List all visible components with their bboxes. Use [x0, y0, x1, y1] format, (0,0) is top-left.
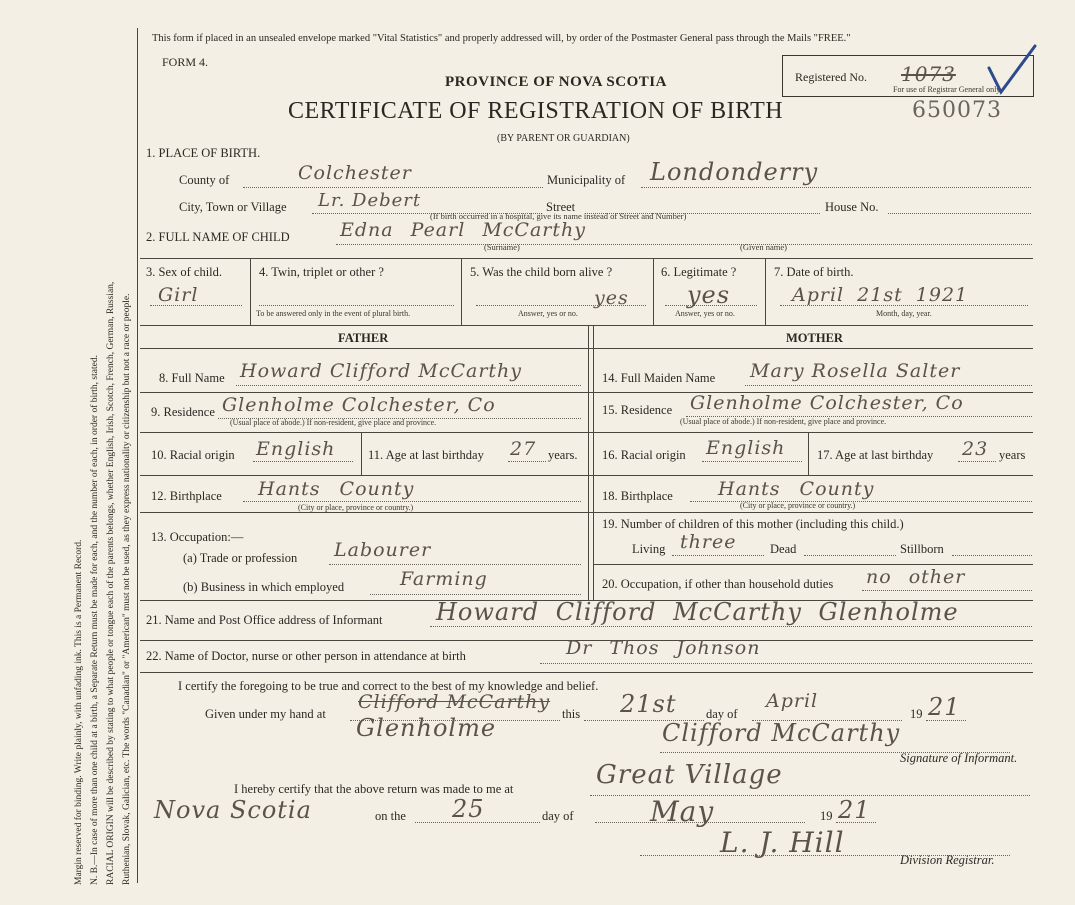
municipality-label: Municipality of — [547, 173, 626, 187]
certify-month-value: April — [766, 690, 819, 712]
certify-day-value: 21st — [620, 690, 677, 718]
father-birthplace-label: 12. Birthplace — [151, 489, 222, 503]
father-age-label: 11. Age at last birthday — [368, 448, 484, 462]
alive-value: yes — [594, 287, 629, 309]
alive-label: 5. Was the child born alive ? — [470, 265, 613, 279]
father-race-label: 10. Racial origin — [151, 448, 235, 462]
binding-margin-line — [137, 28, 138, 883]
father-birthplace-value: Hants County — [258, 478, 415, 500]
margin-note-3: RACIAL ORIGIN will be described by stating to what people or tongue each of the parents belongs, whether English, Irish, Scotch, French, German, Russian, — [106, 281, 116, 885]
mother-race-value: English — [706, 437, 786, 459]
father-residence-note: (Usual place of abode.) If non-resident, give place and province. — [230, 418, 437, 427]
registrar-statement: I hereby certify that the above return was made to me at — [234, 782, 514, 796]
place-of-birth-heading: 1. PLACE OF BIRTH. — [146, 146, 261, 160]
registrar-place-value: Great Village — [596, 760, 783, 790]
this-label: this — [562, 707, 581, 721]
page-subtitle: (BY PARENT OR GUARDIAN) — [497, 133, 630, 144]
children-count-label: 19. Number of children of this mother (including this child.) — [602, 517, 904, 531]
father-birthplace-note: (City or place, province or country.) — [298, 503, 414, 512]
surname-note: (Surname) — [484, 242, 520, 252]
father-occupation-label: 13. Occupation:— — [151, 530, 244, 544]
registrar-use-note: For use of Registrar General only. — [893, 85, 1002, 94]
father-race-value: English — [256, 438, 336, 460]
dead-label: Dead — [770, 542, 797, 556]
hospital-note: (If birth occurred in a hospital, give its name instead of Street and Number) — [430, 211, 687, 221]
margin-note-2: N. B.—In case of more than one child at a birth, a Separate Return must be made for each, and the number of each, in order of birth, stated. — [90, 355, 100, 885]
certify-year-value: 21 — [928, 693, 961, 721]
legitimate-value: yes — [687, 281, 731, 309]
father-residence-label: 9. Residence — [151, 405, 215, 419]
business-value: Farming — [400, 568, 488, 590]
municipality-value: Londonderry — [650, 158, 819, 186]
registered-value: 1073 — [901, 62, 956, 86]
registrar-on-the-label: on the — [375, 809, 406, 823]
city-label: City, Town or Village — [179, 200, 287, 214]
given-name-note: (Given name) — [740, 242, 787, 252]
mother-age-label: 17. Age at last birthday — [817, 448, 934, 462]
child-name-label: 2. FULL NAME OF CHILD — [146, 230, 290, 244]
trade-value: Labourer — [334, 539, 432, 561]
city-value: Lr. Debert — [318, 190, 422, 211]
informant-signature-label: Signature of Informant. — [900, 751, 1018, 765]
stamped-number: 650073 — [912, 98, 1002, 123]
stillborn-label: Stillborn — [900, 542, 944, 556]
certify-year-prefix: 19 — [910, 707, 923, 721]
margin-note-4: Ruthenian, Slovak, Galician, etc. The words "Canadian" or "American" must not be used, as they express nationality or citizenship but not a race or people. — [122, 293, 132, 885]
trade-label: (a) Trade or profession — [183, 551, 298, 565]
doctor-label: 22. Name of Doctor, nurse or other person in attendance at birth — [146, 649, 466, 663]
registrar-year-value: 21 — [838, 796, 871, 824]
doctor-value: Dr Thos Johnson — [566, 637, 761, 659]
mother-occupation-value: no other — [866, 566, 966, 588]
certify-statement: I certify the foregoing to be true and correct to the best of my knowledge and belief. — [178, 679, 599, 693]
legitimate-label: 6. Legitimate ? — [661, 265, 737, 279]
father-heading: FATHER — [338, 331, 389, 345]
mother-birthplace-value: Hants County — [718, 478, 875, 500]
father-years-label: years. — [548, 448, 578, 462]
registrar-province-value: Nova Scotia — [154, 796, 312, 824]
mother-age-value: 23 — [962, 438, 989, 460]
twin-label: 4. Twin, triplet or other ? — [259, 265, 384, 279]
registrar-signature: L. J. Hill — [720, 826, 845, 859]
date-of-birth-value: April 21st 1921 — [792, 284, 969, 306]
registrar-day-value: 25 — [452, 795, 485, 823]
informant-label: 21. Name and Post Office address of Informant — [146, 613, 383, 627]
legitimate-note: Answer, yes or no. — [675, 309, 735, 318]
father-name-label: 8. Full Name — [159, 371, 225, 385]
child-name-value: Edna Pearl McCarthy — [340, 219, 586, 241]
business-label: (b) Business in which employed — [183, 580, 345, 594]
father-age-value: 27 — [510, 438, 537, 460]
given-place-struck: Clifford McCarthy — [358, 691, 551, 713]
mother-residence-value: Glenholme Colchester, Co — [690, 392, 964, 414]
certify-day-of-label: day of — [706, 707, 738, 721]
sex-value: Girl — [158, 284, 199, 306]
living-value: three — [680, 531, 737, 553]
province-heading: PROVINCE OF NOVA SCOTIA — [445, 74, 667, 90]
house-label: House No. — [825, 200, 879, 214]
mother-years-label: years — [999, 448, 1026, 462]
alive-note: Answer, yes or no. — [518, 309, 578, 318]
father-residence-value: Glenholme Colchester, Co — [222, 394, 496, 416]
margin-note-1: Margin reserved for binding. Write plainly, with unfading ink. This is a Permanent Record. — [74, 539, 84, 885]
registrar-day-of-label: day of — [542, 809, 574, 823]
father-name-value: Howard Clifford McCarthy — [240, 360, 523, 382]
living-label: Living — [632, 542, 666, 556]
sex-label: 3. Sex of child. — [146, 265, 223, 279]
mail-notice: This form if placed in an unsealed envelope marked "Vital Statistics" and properly addressed will, by order of the Postmaster General pass through the Mails "FREE." — [152, 33, 851, 44]
mother-birthplace-label: 18. Birthplace — [602, 489, 673, 503]
checkmark-icon — [985, 40, 1040, 100]
registrar-month-value: May — [650, 795, 715, 828]
given-under-hand-label: Given under my hand at — [205, 707, 326, 721]
mother-name-value: Mary Rosella Salter — [750, 360, 961, 382]
division-registrar-label: Division Registrar. — [900, 853, 995, 867]
registrar-year-prefix: 19 — [820, 809, 833, 823]
county-label: County of — [179, 173, 230, 187]
mother-residence-label: 15. Residence — [602, 403, 673, 417]
mother-race-label: 16. Racial origin — [602, 448, 686, 462]
mother-name-label: 14. Full Maiden Name — [602, 371, 716, 385]
mother-occupation-label: 20. Occupation, if other than household duties — [602, 577, 834, 591]
street-label: Street — [546, 200, 576, 214]
date-of-birth-label: 7. Date of birth. — [774, 265, 854, 279]
form-number: FORM 4. — [162, 55, 209, 69]
mother-birthplace-note: (City or place, province or country.) — [740, 501, 856, 510]
twin-note: To be answered only in the event of plural birth. — [256, 309, 411, 318]
mother-heading: MOTHER — [786, 331, 843, 345]
county-value: Colchester — [298, 162, 412, 184]
informant-value: Howard Clifford McCarthy Glenholme — [436, 598, 959, 626]
mother-residence-note: (Usual place of abode.) If non-resident, give place and province. — [680, 417, 887, 426]
informant-signature: Clifford McCarthy — [662, 719, 901, 747]
given-place-value: Glenholme — [356, 714, 497, 742]
registered-label: Registered No. — [795, 70, 867, 84]
date-of-birth-note: Month, day, year. — [876, 309, 932, 318]
page-title: CERTIFICATE OF REGISTRATION OF BIRTH — [288, 98, 784, 124]
